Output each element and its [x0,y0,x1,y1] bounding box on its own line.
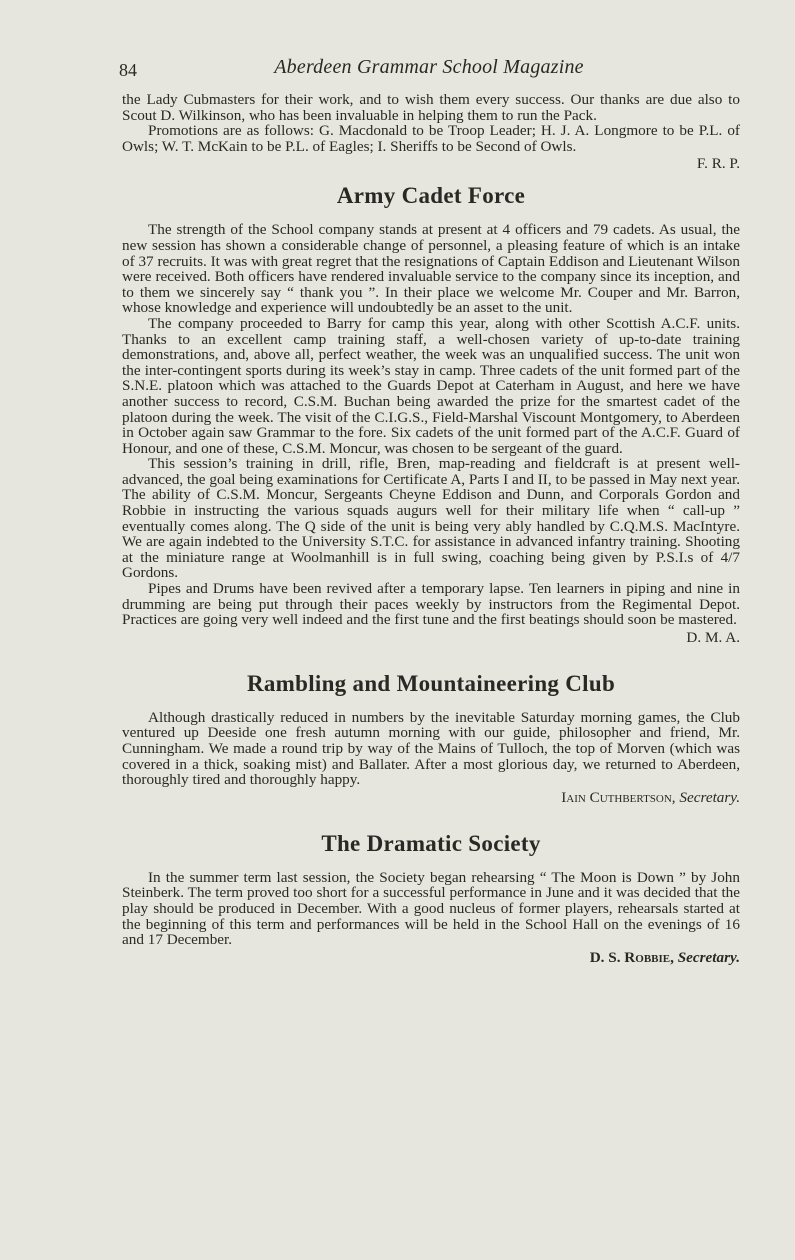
dramatic-section [122,830,740,966]
rambling-section [122,670,740,806]
signature-name: D. S. Robbie, [589,948,674,966]
page-body [122,92,740,970]
paragraph: The strength of the School company stands at present at 4 officers and 79 cadets. As usual, the new session has shown a considerable change of personnel, a pleasing feature of which is an intake of 37 recruits. It was with great regret that the resignations of Captain Eddison and Lieutenant Wilson were received. Both officers have rendered invaluable service to the company since its inception, and to them we sincerely say “ thank you ”. In their place we welcome Mr. Couper and Mr. Barron, whose knowledge and experience will undoubtedly be an asset to the unit. [122,221,740,317]
intro-section [122,92,740,172]
army-cadet-section [122,182,740,645]
section-heading: The Dramatic Society [321,830,541,856]
paragraph: Pipes and Drums have been revived after a temporary lapse. Ten learners in piping and nine in drumming are being put through their paces weekly by instructors from the Regimental Depot. Practices are going very well indeed and the first tune and the first beatings should soon be mastered. [122,580,740,629]
page-number: 84 [119,60,137,80]
signature: F. R. P. [696,155,740,173]
signature-name: Iain Cuthbertson, [561,788,676,806]
section-heading: Army Cadet Force [336,183,526,209]
paragraph: This session’s training in drill, rifle, Bren, map-reading and fieldcraft is at present well-advanced, the goal being examinations for Certificate A, Parts I and II, to be passed in May next year. The ability of C.S.M. Moncur, Sergeants Cheyne Eddison and Dunn, and Corporals Gordon and Robbie in instructing the various squads augurs well for their military life when “ call-up ” eventually comes along. The Q side of the unit is being very ably handled by C.Q.M.S. MacIntyre. We are again indebted to the University S.T.C. for assistance in advanced infantry training. Shooting at the miniature range at Woolmanhill is in full swing, coaching being given by P.S.I.s of 4/7 Gordons. [122,455,740,582]
signature [122,790,740,806]
paragraph: The company proceeded to Barry for camp this year, along with other Scottish A.C.F. units. Thanks to an excellent camp training staff, a well-chosen variety of up-to-date training demonstrations, and, above all, perfect weather, the week was an unqualified success. The unit won the inter-contingent sports during its week’s stay in camp. Three cadets of the unit formed part of the S.N.E. platoon which was attached to the Guards Depot at Caterham in August, and here we have another success to record, C.S.M. Buchan being awarded the prize for the smartest cadet of the platoon during the week. The visit of the C.I.G.S., Field-Marshal Viscount Montgomery, to Aberdeen in October again saw Grammar to the fore. Six cadets of the unit formed part of the A.C.F. Guard of Honour, and one of these, C.S.M. Moncur, was chosen to be sergeant of the guard. [122,314,740,457]
paragraph: Promotions are as follows: G. Macdonald to be Troop Leader; H. J. A. Longmore to be P.L. of Owls; W. T. McKain to be P.L. of Eagles; I. Sheriffs to be Second of Owls. [122,122,740,155]
section-heading: Rambling and Mountaineering Club [246,670,616,696]
paragraph: the Lady Cubmasters for their work, and to wish them every success. Our thanks are due also to Scout D. Wilkinson, who has been invaluable in helping them to run the Pack. [122,91,740,124]
signature: D. M. A. [686,628,740,646]
paragraph: In the summer term last session, the Society began rehearsing “ The Moon is Down ” by John Steinberk. The term proved too short for a successful performance in June and it was decided that the play should be produced in December. With a good nucleus of former players, rehearsals started at the beginning of this term and performances will be held in the School Hall on the evenings of 16 and 17 December. [122,868,740,949]
paragraph: Although drastically reduced in numbers by the inevitable Saturday morning games, the Club ventured up Deeside one fresh autumn morning with our guide, philosopher and friend, Mr. Cunningham. We made a round trip by way of the Mains of Tulloch, the top of Morven (which was covered in a thick, soaking mist) and Ballater. After a most glorious day, we returned to Aberdeen, thoroughly tired and thoroughly happy. [122,708,740,789]
signature-role: Secretary. [677,948,740,966]
running-title: Aberdeen Grammar School Magazine [274,56,584,78]
signature-role: Secretary. [679,788,740,806]
signature [122,950,740,966]
page-header [119,56,739,84]
